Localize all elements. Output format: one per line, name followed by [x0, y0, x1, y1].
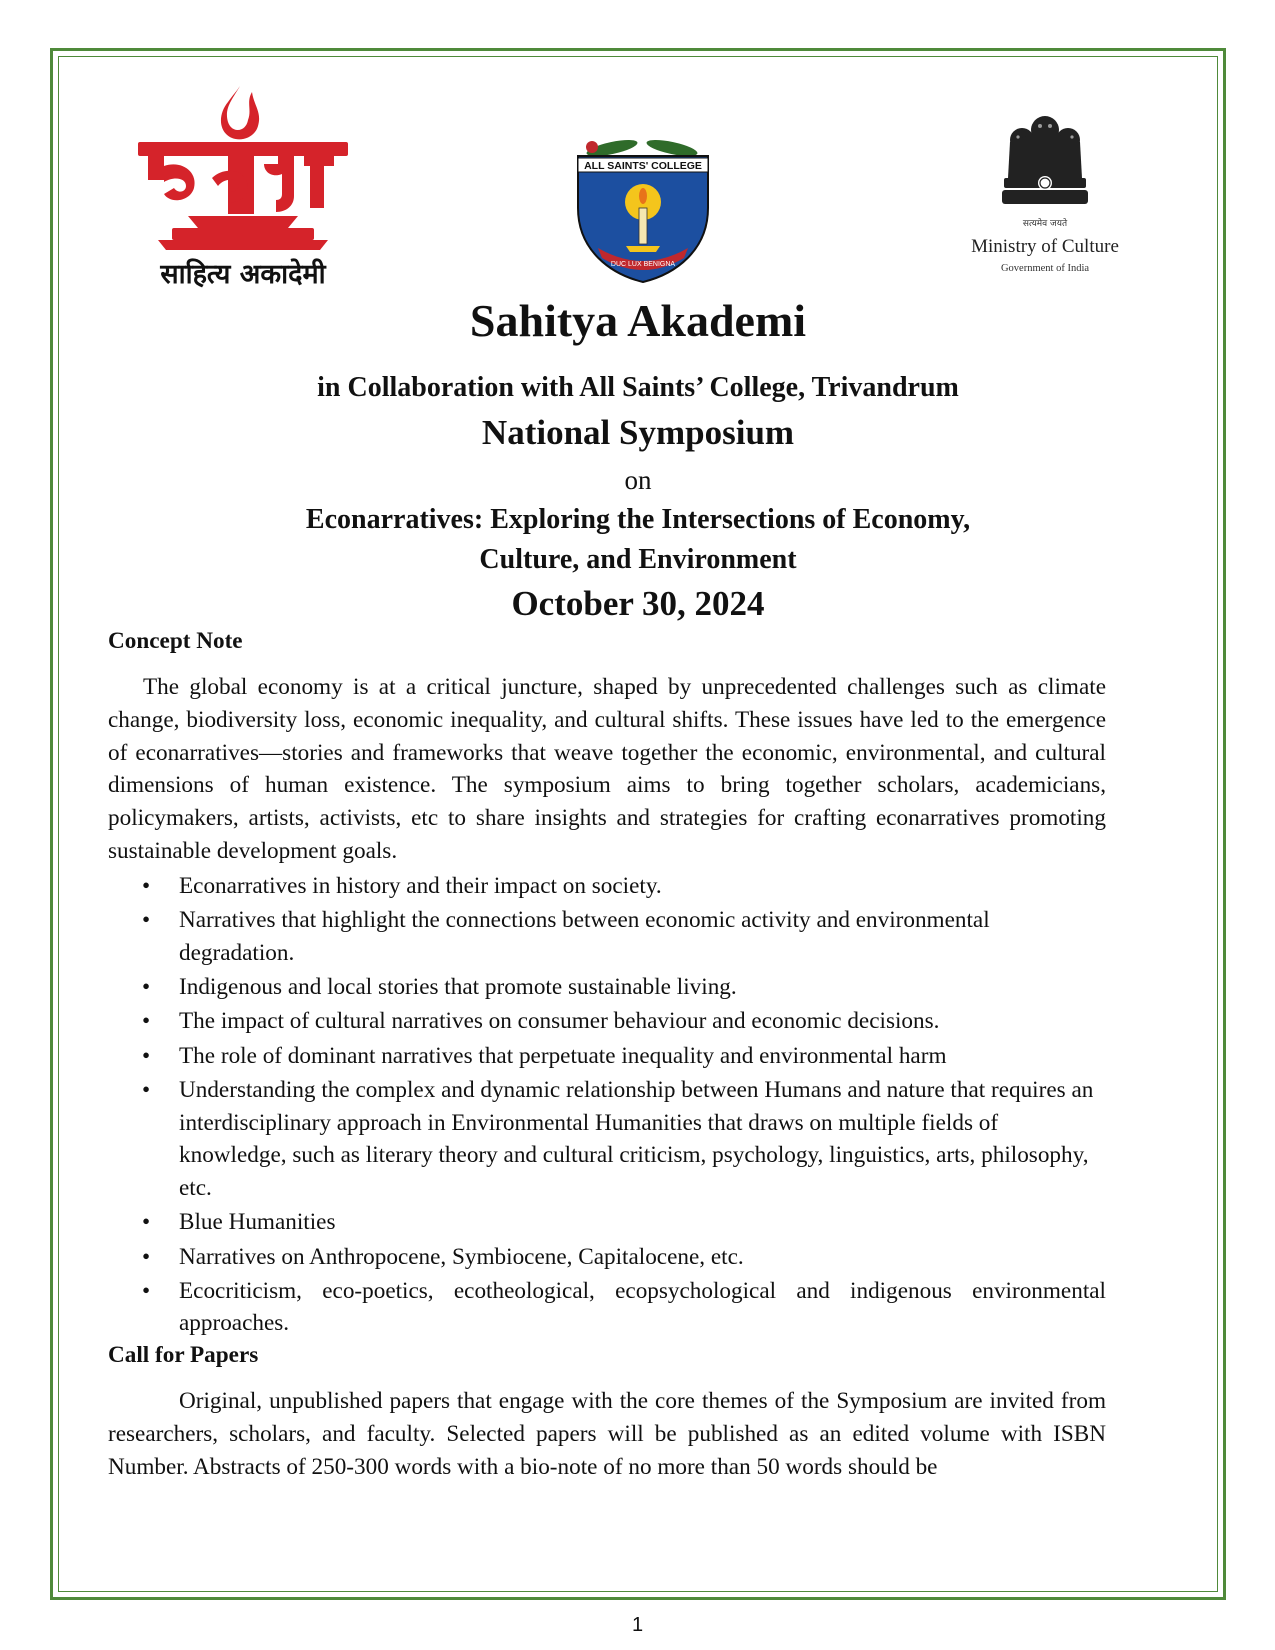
bullet-icon: •	[142, 1209, 151, 1236]
collaboration-line: in Collaboration with All Saints’ College, Trivandrum	[317, 372, 959, 403]
ministry-of-culture-logo	[950, 112, 1140, 284]
theme-line-2: Culture, and Environment	[479, 544, 797, 575]
list-item: • Blue Humanities	[108, 1206, 1106, 1239]
all-saints-college-logo	[572, 138, 714, 284]
call-for-papers-heading: Call for Papers	[108, 1342, 259, 1368]
list-item: • Understanding the complex and dynamic relationship between Humans and nature that requires an interdisciplinary approach in Environmental Humanities that draws on multiple fields of knowledge, such as literary theory and cultural criticism, psychology, linguistics, arts, philosophy, etc.	[108, 1074, 1106, 1205]
list-item: • The impact of cultural narratives on consumer behaviour and economic decisions.	[108, 1005, 1106, 1038]
list-item: • Indigenous and local stories that promote sustainable living.	[108, 971, 1106, 1004]
college-banner-text: ALL SAINTS' COLLEGE	[584, 160, 702, 172]
list-item: • Narratives on Anthropocene, Symbiocene, Capitalocene, etc.	[108, 1241, 1106, 1274]
college-motto-text: DUC LUX BENIGNA	[610, 261, 676, 268]
list-item: • Ecocriticism, eco-poetics, ecotheological, ecopsychological and indigenous environmental approaches.	[108, 1275, 1106, 1341]
ministry-government-label: Government of India	[1000, 263, 1090, 274]
satyameva-jayate-text: सत्यमेव जयते	[1022, 219, 1068, 229]
concept-bullet-list	[108, 870, 1106, 1342]
theme-line-1: Econarratives: Exploring the Intersections of Economy,	[305, 504, 971, 535]
org-title: Sahitya Akademi	[469, 295, 807, 346]
bullet-icon: •	[142, 1008, 151, 1035]
bullet-icon: •	[142, 1277, 151, 1304]
bullet-icon: •	[142, 907, 151, 934]
call-paragraph: Original, unpublished papers that engage with the core themes of the Symposium are invited from researchers, scholars, and faculty. Selected papers will be published as an edited volume with ISBN Number. Abstracts of 250-300 words with a bio-note of no more than 50 words should be	[108, 1388, 1106, 1480]
list-item: • Narratives that highlight the connections between economic activity and environmental degradation.	[108, 904, 1106, 970]
bullet-icon: •	[142, 1042, 151, 1069]
sahitya-emblem-icon	[128, 82, 358, 252]
ministry-name: Ministry of Culture	[971, 236, 1119, 257]
college-shield-icon	[572, 138, 714, 284]
bullet-icon: •	[142, 974, 151, 1001]
page-number: 1	[631, 1614, 644, 1636]
list-item: • The role of dominant narratives that perpetuate inequality and environmental harm	[108, 1040, 1106, 1073]
lion-capital-emblem-icon	[950, 112, 1140, 212]
sahitya-akademi-logo	[128, 82, 358, 288]
on-connector: on	[624, 465, 652, 495]
bullet-icon: •	[142, 1243, 151, 1270]
bullet-icon: •	[142, 1076, 151, 1103]
concept-paragraph: The global economy is at a critical juncture, shaped by unprecedented challenges such as climate change, biodiversity loss, economic inequality, and cultural shifts. These issues have led to the emergence of econarratives—stories and frameworks that weave together the economic, environmental, and cultural dimensions of human existence. The symposium aims to bring together scholars, academicians, policymakers, artists, activists, etc to share insights and strategies for crafting econarratives promoting sustainable development goals.	[108, 674, 1106, 864]
event-date: October 30, 2024	[511, 584, 765, 623]
bullet-icon: •	[142, 873, 151, 899]
concept-note-heading: Concept Note	[108, 628, 243, 654]
sahitya-hindi-caption: साहित्य अकादेमी	[160, 259, 326, 290]
list-item: • Econarratives in history and their impact on society.	[108, 870, 1106, 903]
event-type: National Symposium	[481, 413, 795, 452]
